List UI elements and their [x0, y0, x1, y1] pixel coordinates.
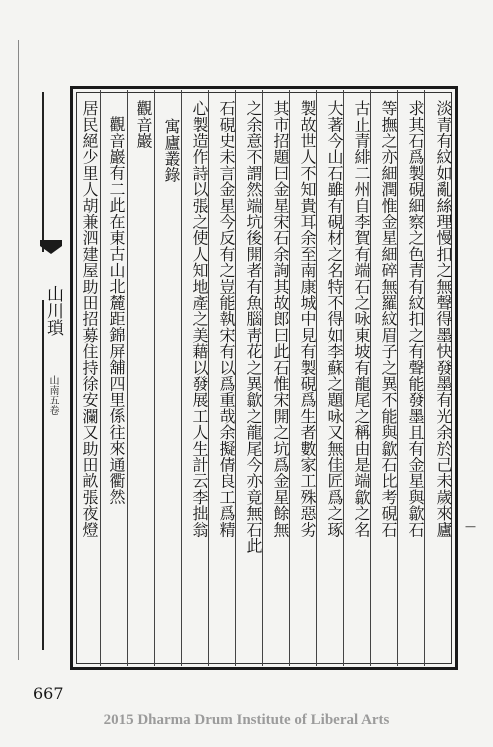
text-column: 心製造作詩以張之使人知地產之美藉以發展工人生計云李拙翁 [190, 100, 209, 538]
page-edge-line [42, 92, 44, 252]
text-column: 石硯史未言金星今反有之豈能執宋有以爲重哉余擬倩良工爲精 [217, 100, 236, 538]
page-edge-line [42, 300, 44, 650]
right-edge-mark: — [465, 520, 476, 533]
margin-title: 山川瑣 [43, 285, 63, 336]
source-title: 寓廬叢錄 [162, 118, 181, 183]
page-number: 667 [33, 684, 64, 703]
text-column: 求其石爲製硯細察之色青有紋扣之有聲能發墨且有金星與歙石 [406, 100, 425, 538]
margin-subtitle: 山南五卷 [47, 375, 58, 415]
text-column: 古止青緋二州自李賀有端石之咏東坡有龍尾之稱由是端歙之名 [352, 100, 371, 538]
text-column: 製故世人不知貴耳余至南康城中見有製硯爲生者數家工殊惡劣 [298, 100, 317, 538]
text-column: 大著今山石雖有硯材之名特不得如李蘇之題咏又無佳匠爲之琢 [325, 100, 344, 538]
watermark: 2015 Dharma Drum Institute of Liberal Arts [103, 712, 390, 728]
text-column: 居民絕少里人胡兼泗建屋助田招募住持徐安瀾又助田畝張夜燈 [80, 100, 99, 538]
page-edge-line [18, 40, 19, 660]
text-column: 等撫之亦細潤惟金星細碎無羅紋眉子之異不能與歙石比考硯石 [379, 100, 398, 538]
section-heading: 觀音巖 [134, 100, 153, 149]
text-column: 淡青有紋如亂絲理慢扣之無聲得墨快發墨有光余於己未歲來廬 [434, 100, 453, 538]
text-column: 其市招題曰金星宋石余詢其故郎曰此石惟宋開之坑爲金星餘無 [271, 100, 290, 538]
text-column: 觀音巖有二此在東古山北麓距錦屏舖四里係往來通衢然 [107, 116, 126, 505]
fishtail-ornament-icon [40, 240, 62, 254]
text-column: 之余意不謂然端坑後開者有魚腦靑花之異歙之龍尾今亦竟無石此 [244, 100, 263, 554]
